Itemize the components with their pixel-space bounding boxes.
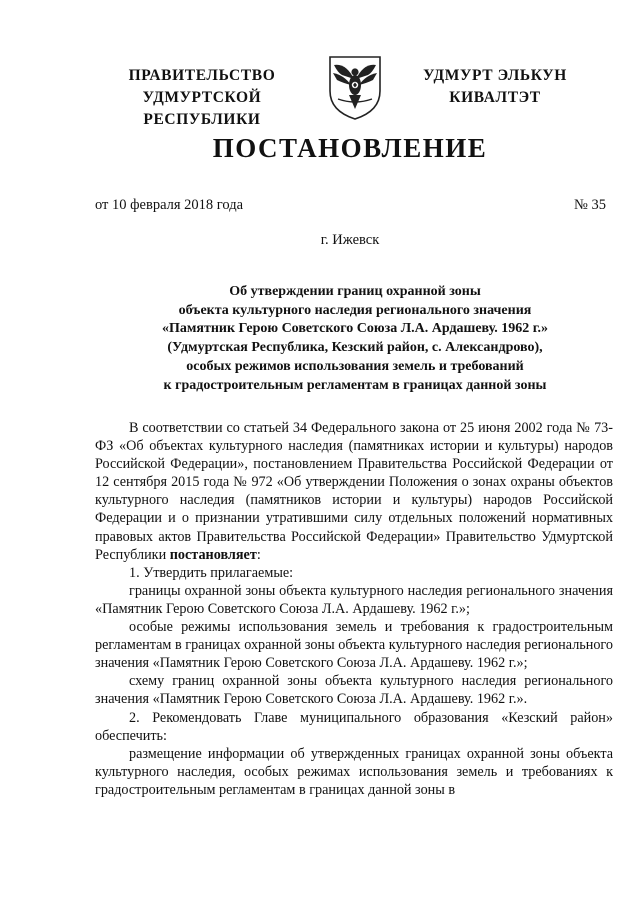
subject-line: объекта культурного наследия регионального значения <box>178 302 532 318</box>
org-left-line-2: УДМУРТСКОЙ РЕСПУБЛИКИ <box>142 89 262 128</box>
document-body <box>95 419 613 799</box>
document-title: ПОСТАНОВЛЕНИЕ <box>212 133 488 163</box>
org-name-russian <box>82 65 322 131</box>
body-paragraph: схему границ охранной зоны объекта культурного наследия регионального значения «Памятник Герою Советского Союза Л.А. Ардашеву. 1962 г.». <box>95 673 613 708</box>
document-date: от 10 февраля 2018 года <box>95 197 244 213</box>
resolves-keyword: постановляет <box>169 546 257 563</box>
org-left-line-1: ПРАВИТЕЛЬСТВО <box>128 67 276 84</box>
body-paragraph-item-1: 1. Утвердить прилагаемые: <box>129 564 294 581</box>
subject-line: Об утверждении границ охранной зоны <box>229 284 481 299</box>
body-paragraph-item-2: 2. Рекомендовать Главе муниципального образования «Кезский район» обеспечить: <box>95 709 613 744</box>
body-paragraph-preamble <box>95 419 613 564</box>
subject-line: «Памятник Герою Советского Союза Л.А. Ардашеву. 1962 г.» <box>161 321 549 337</box>
org-right-line-1: УДМУРТ ЭЛЬКУН <box>423 67 567 84</box>
subject-line: особых режимов использования земель и требований <box>186 358 524 374</box>
body-paragraph: границы охранной зоны объекта культурного наследия регионального значения «Памятник Герою Советского Союза Л.А. Ардашеву. 1962 г.»; <box>95 582 613 617</box>
preamble-text: В соответствии со статьей 34 Федерального закона от 25 июня 2002 года № 73-ФЗ «Об объектах культурного наследия (памятниках истории и культуры) народов Российской Федерации», постановлением Правительства Российской Федерации от 12 сентября 2015 года № 972 «Об утверждении Положения о зонах охраны объектов культурного наследия (памятников истории и культуры) народов Российской Федерации и о признании утратившими силу отдельных положений нормативных правовых актов Правительства Российской Федерации» Правительство Удмуртской Республики <box>95 420 613 563</box>
subject-line: (Удмуртская Республика, Кезский район, с. Александрово), <box>167 340 543 356</box>
udmurt-coat-of-arms-icon <box>324 53 386 121</box>
subject-line: к градостроительным регламентам в границах данной зоны <box>163 377 547 393</box>
body-paragraph: размещение информации об утвержденных границах охранной зоны объекта культурного наследия, особых режимах использования земель и требованиях к градостроительным регламентам в границах данной зоны в <box>95 745 613 798</box>
document-city: г. Ижевск <box>320 232 380 248</box>
document-subject <box>95 283 615 395</box>
body-paragraph: особые режимы использования земель и требования к градостроительным регламентам в границах охранной зоны объекта культурного наследия регионального значения «Памятник Герою Советского Союза Л.А. Ардашеву. 1962 г.»; <box>95 619 613 672</box>
org-right-line-2: КИВАЛТЭТ <box>449 89 541 106</box>
org-name-udmurt <box>420 65 570 109</box>
preamble-end: : <box>256 546 261 563</box>
document-number: № 35 <box>574 197 606 213</box>
